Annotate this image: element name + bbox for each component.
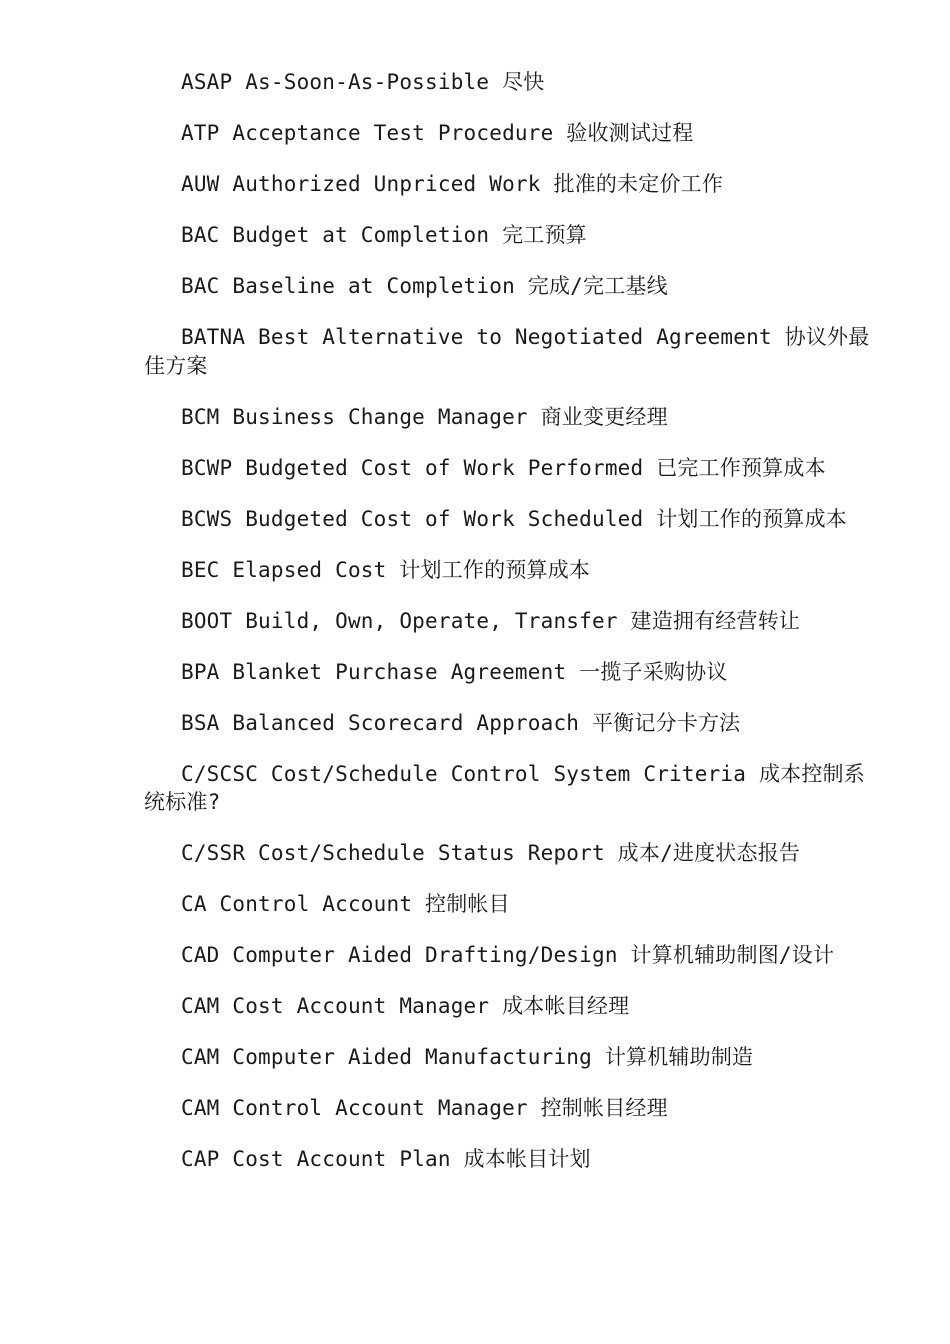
glossary-entry: C/SSR Cost/Schedule Status Report 成本/进度状态报告 xyxy=(181,841,801,865)
glossary-entry: C/SCSC Cost/Schedule Control System Criteria 成本控制系统标准? xyxy=(144,761,865,814)
glossary-entry: ATP Acceptance Test Procedure 验收测试过程 xyxy=(181,121,694,145)
glossary-page xyxy=(144,68,870,1196)
glossary-entry: BSA Balanced Scorecard Approach 平衡记分卡方法 xyxy=(181,710,741,735)
glossary-entry: AUW Authorized Unpriced Work 批准的未定价工作 xyxy=(181,172,724,196)
glossary-entry: BCWS Budgeted Cost of Work Scheduled 计划工作的预算成本 xyxy=(181,506,847,531)
glossary-entry: BOOT Build, Own, Operate, Transfer 建造拥有经营转让 xyxy=(181,608,801,633)
glossary-entry: CAP Cost Account Plan 成本帐目计划 xyxy=(181,1147,591,1171)
glossary-entry: BATNA Best Alternative to Negotiated Agreement 协议外最佳方案 xyxy=(144,325,870,378)
glossary-entry: CAM Computer Aided Manufacturing 计算机辅助制造 xyxy=(181,1045,754,1069)
glossary-entry: CA Control Account 控制帐目 xyxy=(181,892,510,916)
glossary-entry: BCWP Budgeted Cost of Work Performed 已完工作预算成本 xyxy=(181,455,826,480)
glossary-entry: ASAP As-Soon-As-Possible 尽快 xyxy=(181,70,545,94)
glossary-entry: BAC Baseline at Completion 完成/完工基线 xyxy=(181,274,668,298)
glossary-entry: CAD Computer Aided Drafting/Design 计算机辅助制图/设计 xyxy=(181,943,835,967)
glossary-entry: BPA Blanket Purchase Agreement 一揽子采购协议 xyxy=(181,659,728,684)
glossary-entry: CAM Control Account Manager 控制帐目经理 xyxy=(181,1096,668,1120)
glossary-entry: BCM Business Change Manager 商业变更经理 xyxy=(181,404,668,429)
glossary-entry: CAM Cost Account Manager 成本帐目经理 xyxy=(181,994,630,1018)
glossary-entry: BEC Elapsed Cost 计划工作的预算成本 xyxy=(181,557,591,582)
glossary-entry: BAC Budget at Completion 完工预算 xyxy=(181,223,587,247)
